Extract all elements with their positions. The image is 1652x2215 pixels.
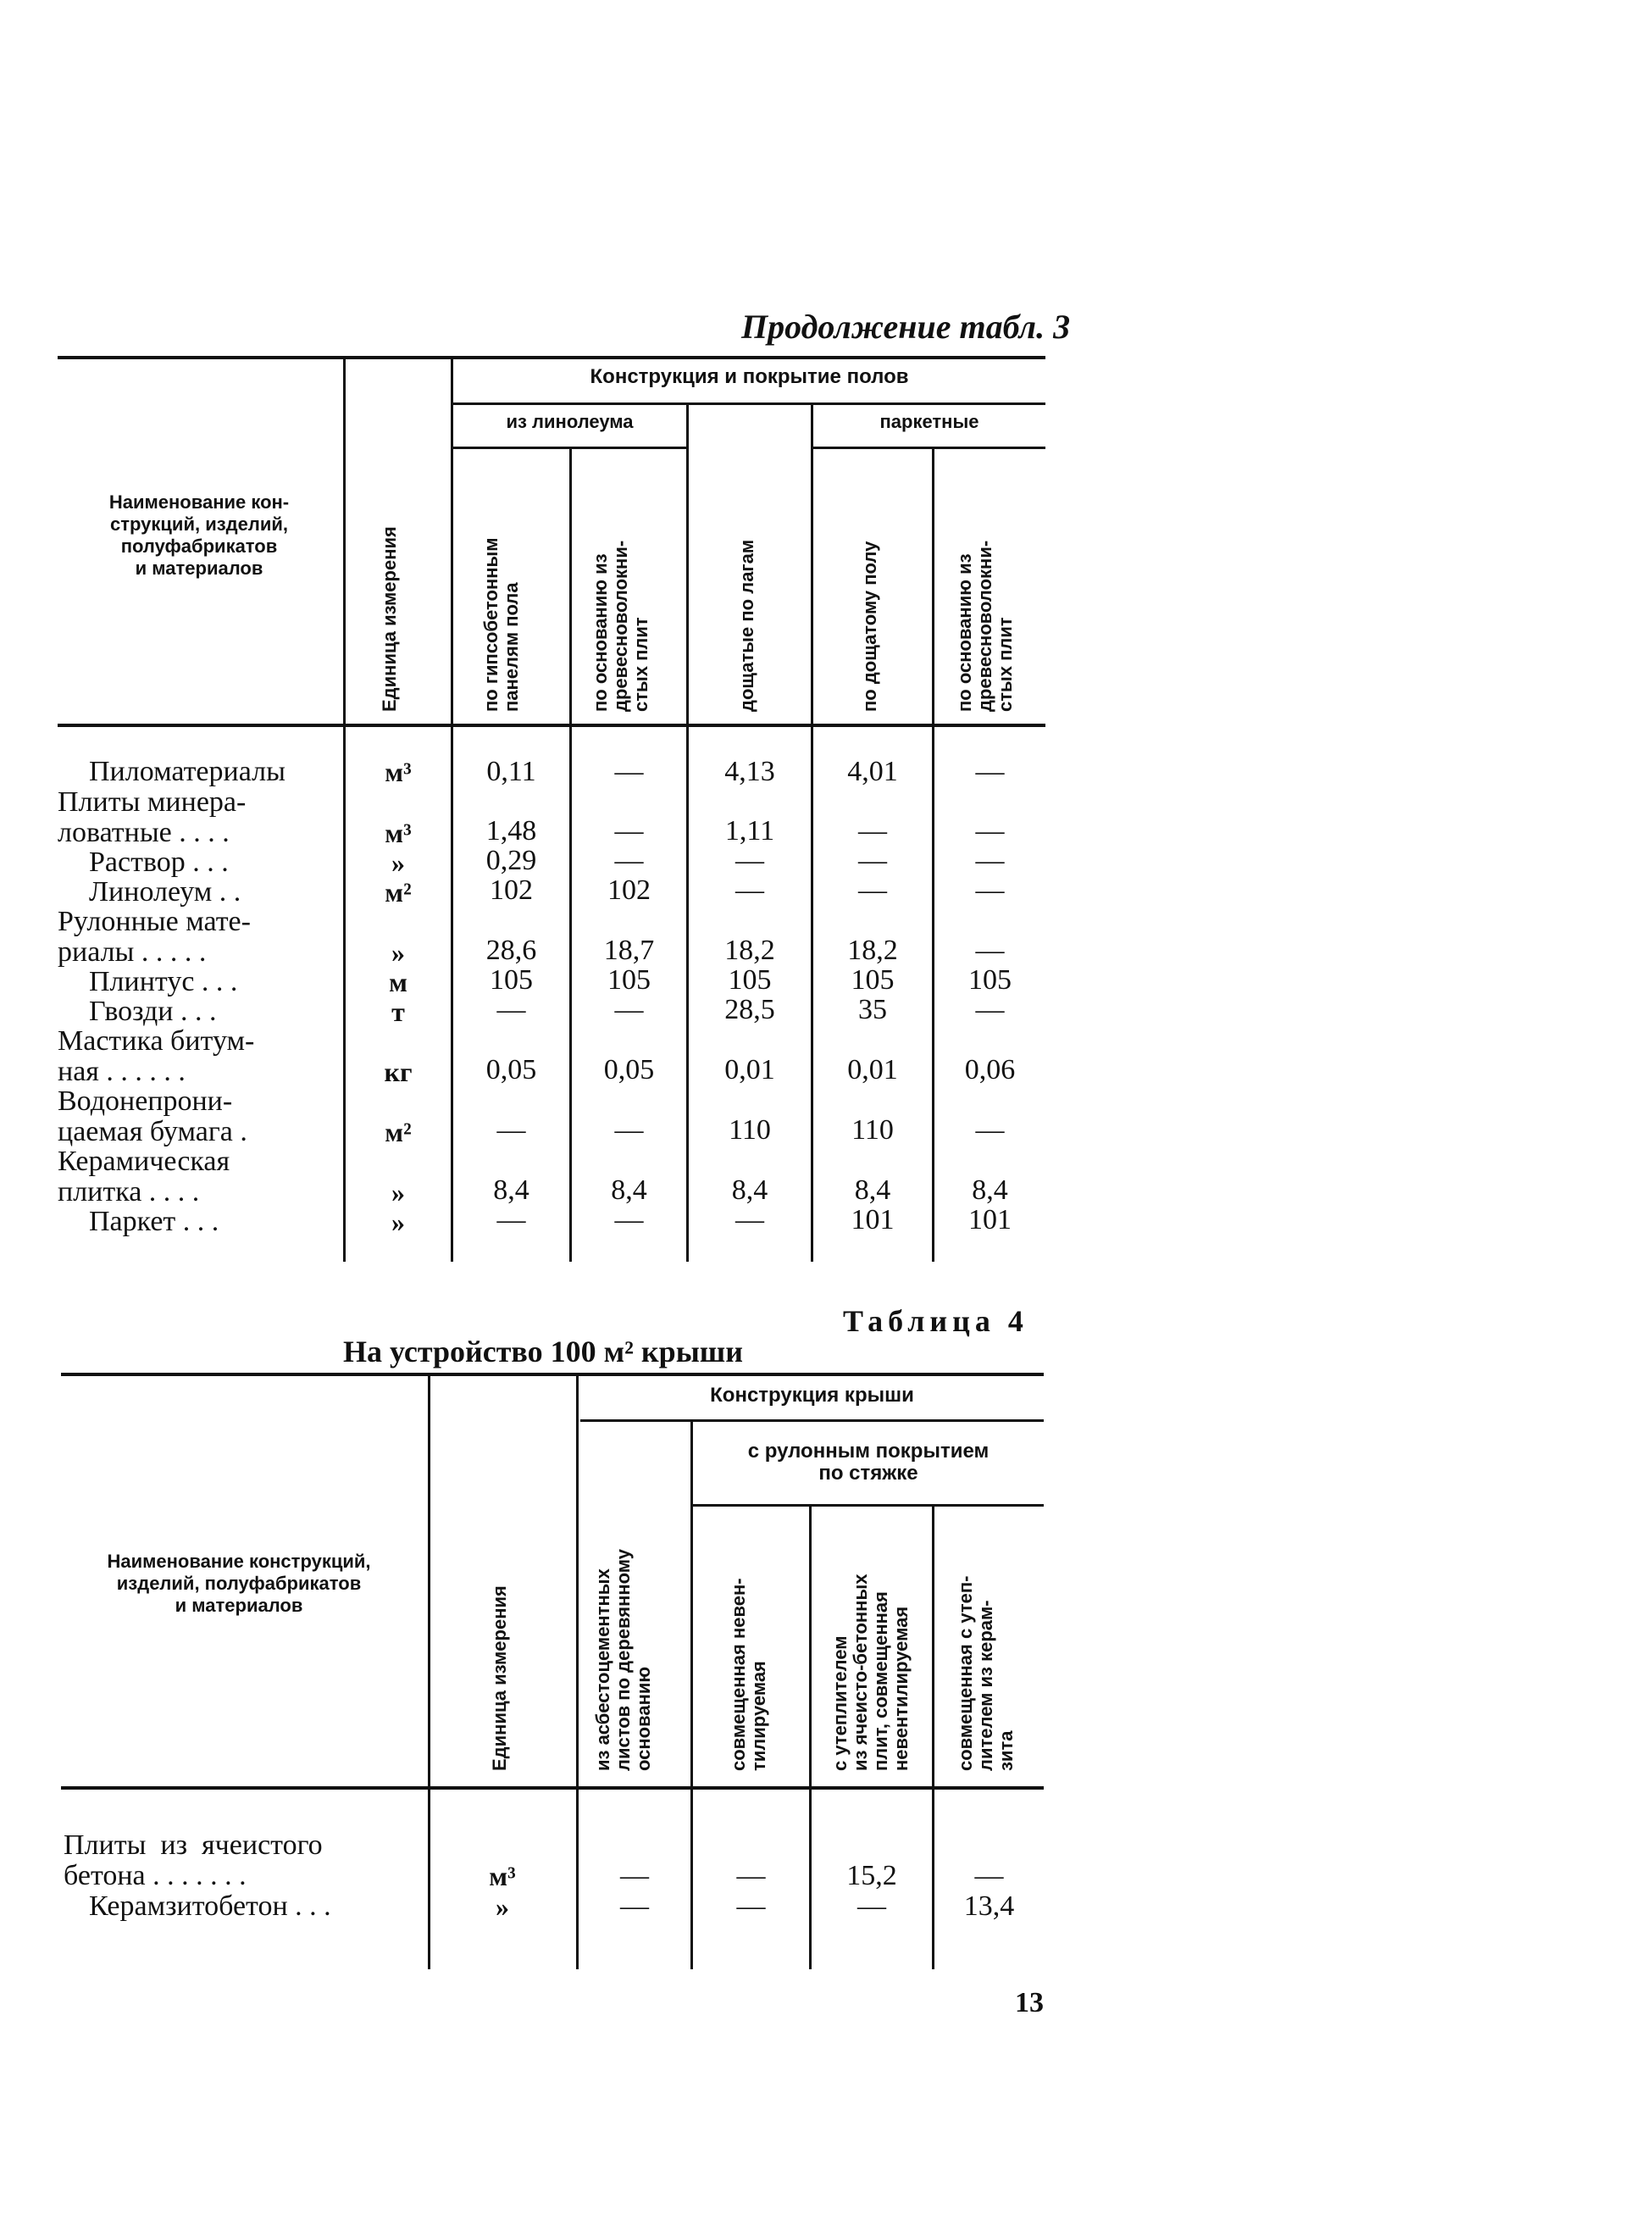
table3-cell: — [735,845,764,876]
table3-cell: — [975,756,1005,787]
table3-cell: — [496,1204,526,1235]
table4-row-name: Керамзитобетон . . . [89,1890,331,1922]
table3-cell: — [614,994,644,1025]
table3-row-name: Рулонные мате- риалы . . . . . [58,906,251,968]
table3-cell: — [614,845,644,876]
table3-cell: — [614,756,644,787]
table4-name-header: Наименование конструкций, изделий, полуфабрикатов и материалов [107,1551,371,1616]
table4-col2-header: совмещенная невен- тилируемая [728,1578,769,1771]
table3-cell: — [496,994,526,1025]
table3-cell: 0,06 [964,1054,1016,1085]
table3-cell: 18,2 [724,935,775,966]
table3-col4-header: по дощатому полу [859,541,880,712]
table3-cell: 8,4 [854,1174,891,1206]
table3-col2-header: по основанию из древесноволокни- стых плит [590,540,651,712]
table3-cell: 35 [858,994,887,1025]
table3-top-rule [58,356,1045,359]
table3-cell: — [975,1114,1005,1146]
table3-cell: — [735,1204,764,1235]
table3-cell: 0,01 [724,1054,775,1085]
table4-row-unit: м³ [489,1861,516,1891]
table3-row-name: Мастика битум- ная . . . . . . [58,1025,255,1087]
table3-row-unit: м [389,967,407,997]
table3-row-unit: м² [385,877,412,908]
table3-row-name: Паркет . . . [89,1206,219,1237]
table3-unit-header: Единица измерения [379,526,400,712]
table3-cell: 105 [851,964,895,996]
table3-cell: 0,05 [603,1054,655,1085]
table4-cell: 15,2 [846,1860,897,1891]
page-number: 13 [1015,1987,1044,2018]
table3-cell: 105 [490,964,533,996]
table3-row-unit: т [391,996,405,1027]
table4-top-rule [61,1373,1044,1376]
table4-title: На устройство 100 м² крыши [343,1335,743,1368]
table3-cell: 4,13 [724,756,775,787]
table3-row-unit: » [391,1177,405,1207]
table4-cell: — [620,1890,649,1922]
table3-col3-header: дощатые по лагам [736,539,757,712]
table3-row-unit: » [391,1207,405,1237]
table3-cell: 0,05 [485,1054,537,1085]
table3-cell: — [975,935,1005,966]
table3-row-name: Плинтус . . . [89,966,238,997]
table3-cell: — [858,845,887,876]
table3-cell: — [975,815,1005,847]
table3-row-name: Раствор . . . [89,847,229,878]
table3-cell: 28,6 [485,935,537,966]
table3-col5-header: по основанию из древесноволокни- стых плит [954,540,1016,712]
table3-row-name: Линолеум . . [89,876,241,908]
table3-cell: 1,48 [485,815,537,847]
table3-cell: 4,01 [847,756,898,787]
table4-group-rule [580,1419,1044,1422]
table3-cell: — [735,874,764,906]
table3-row-name: Керамическая плитка . . . . [58,1146,230,1207]
table3-row-name: Гвозди . . . [89,996,217,1027]
table3-row-unit: » [391,847,405,878]
table3-caption: Продолжение табл. 3 [741,308,1071,346]
table3-cell: 1,11 [724,815,775,847]
table3-row-unit: м³ [385,757,412,787]
table3-cell: — [614,1204,644,1235]
table4-col3-header: с утеплителем из ячеисто-бетонных плит, совмещенная невентилируемая [829,1574,912,1771]
table3-group-header: Конструкция и покрытие полов [590,365,909,388]
table3-col1-header: по гипсобетонным панелям пола [480,537,522,712]
table3-row-unit: м³ [385,818,412,848]
table4-cell: — [736,1860,766,1891]
table4-header-rule [61,1786,1044,1790]
table4-cell: 13,4 [963,1890,1015,1922]
table3-cell: 8,4 [972,1174,1008,1206]
table3-cell: 8,4 [731,1174,768,1206]
table3-cell: — [496,1114,526,1146]
table4-subgroup-roll: с рулонным покрытием по стяжке [747,1440,990,1485]
table4-cell: — [736,1890,766,1922]
table4-col4-header: совмещенная с утеп- лителем из керам- зита [955,1575,1017,1771]
table4-unit-header: Единица измерения [489,1585,510,1771]
table3-cell: 105 [968,964,1012,996]
table4-label: Таблица 4 [843,1304,1028,1338]
table3-cell: 18,2 [847,935,898,966]
table3-parquet-rule [813,447,1045,449]
table4-row-unit: » [496,1891,509,1922]
table3-row-name: Пиломатериалы [89,756,285,787]
table4-roll-rule [693,1504,1044,1507]
table3-cell: 110 [729,1114,771,1146]
table3-subgroup-parquet: паркетные [879,411,979,432]
table3-cell: 102 [607,874,651,906]
table4-col1-header: из асбестоцементных листов по деревянному основанию [592,1548,654,1771]
table3-cell: 101 [968,1204,1012,1235]
table3-cell: 0,29 [485,845,537,876]
table4-cell: — [974,1860,1004,1891]
table3-row-name: Плиты минера- ловатные . . . . [58,786,247,848]
table3-cell: — [858,815,887,847]
table3-cell: — [975,845,1005,876]
table3-row-name: Водонепрони- цаемая бумага . [58,1085,247,1147]
table3-row-unit: кг [384,1057,413,1087]
table3-header-rule [58,724,1045,727]
table3-cell: 102 [490,874,533,906]
table3-cell: 110 [851,1114,894,1146]
table3-row-unit: » [391,937,405,968]
table3-cell: — [614,1114,644,1146]
table3-cell: 28,5 [724,994,775,1025]
table3-cell: — [975,994,1005,1025]
table3-group-rule [453,402,1045,405]
table3-row-unit: м² [385,1117,412,1147]
table3-vline-1 [343,359,346,1262]
table3-cell: 0,11 [486,756,536,787]
table4-cell: — [857,1890,886,1922]
table4-cell: — [620,1860,649,1891]
table3-cell: 8,4 [493,1174,529,1206]
table3-cell: 105 [728,964,772,996]
table3-cell: — [975,874,1005,906]
table3-name-header: Наименование кон- струкций, изделий, полуфабрикатов и материалов [108,491,290,579]
table3-cell: 0,01 [847,1054,898,1085]
table3-cell: 18,7 [603,935,655,966]
table4-group-header: Конструкция крыши [710,1384,914,1407]
table3-subgroup-linoleum: из линолеума [506,411,634,432]
table3-cell: 105 [607,964,651,996]
table4-vline-1 [428,1376,430,1969]
table3-cell: 8,4 [611,1174,647,1206]
table3-cell: — [614,815,644,847]
table4-row-name: Плиты из ячеистого бетона . . . . . . . [64,1829,323,1891]
table3-cell: 101 [851,1204,895,1235]
table3-cell: — [858,874,887,906]
